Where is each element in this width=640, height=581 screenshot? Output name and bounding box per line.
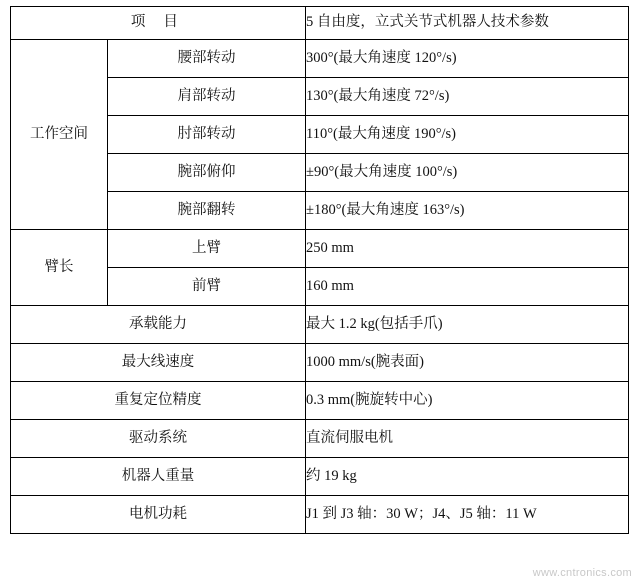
param-label: 腕部俯仰 [108, 154, 306, 192]
param-value: ±180°(最大角速度 163°/s) [306, 192, 629, 230]
param-label: 腰部转动 [108, 40, 306, 78]
table-header-row [11, 7, 629, 40]
table-row [11, 458, 629, 496]
param-label: 上臂 [108, 230, 306, 268]
param-value: J1 到 J3 轴：30 W；J4、J5 轴：11 W [306, 496, 629, 534]
param-value: 0.3 mm(腕旋转中心) [306, 382, 629, 420]
param-value: 300°(最大角速度 120°/s) [306, 40, 629, 78]
table-row [11, 230, 629, 268]
param-value: 110°(最大角速度 190°/s) [306, 116, 629, 154]
param-value: 约 19 kg [306, 458, 629, 496]
param-label: 肘部转动 [108, 116, 306, 154]
table-row [11, 344, 629, 382]
param-label: 重复定位精度 [11, 382, 306, 420]
spec-table-container [10, 6, 628, 534]
table-row [11, 496, 629, 534]
param-label: 腕部翻转 [108, 192, 306, 230]
header-item-label: 项 目 [11, 7, 306, 40]
param-value: 130°(最大角速度 72°/s) [306, 78, 629, 116]
param-label: 电机功耗 [11, 496, 306, 534]
group-label-arm-length: 臂长 [11, 230, 108, 306]
param-value: 160 mm [306, 268, 629, 306]
table-row [11, 40, 629, 78]
header-value-label: 5 自由度，立式关节式机器人技术参数 [306, 7, 629, 40]
param-label: 最大线速度 [11, 344, 306, 382]
group-label-workspace: 工作空间 [11, 40, 108, 230]
param-value: ±90°(最大角速度 100°/s) [306, 154, 629, 192]
param-label: 机器人重量 [11, 458, 306, 496]
param-value: 250 mm [306, 230, 629, 268]
table-row [11, 382, 629, 420]
table-row [11, 420, 629, 458]
param-label: 前臂 [108, 268, 306, 306]
param-label: 肩部转动 [108, 78, 306, 116]
robot-spec-table [10, 6, 629, 534]
param-label: 驱动系统 [11, 420, 306, 458]
param-value: 直流伺服电机 [306, 420, 629, 458]
param-value: 最大 1.2 kg(包括手爪) [306, 306, 629, 344]
param-value: 1000 mm/s(腕表面) [306, 344, 629, 382]
param-label: 承载能力 [11, 306, 306, 344]
watermark-text: www.cntronics.com [532, 567, 632, 579]
table-row [11, 306, 629, 344]
